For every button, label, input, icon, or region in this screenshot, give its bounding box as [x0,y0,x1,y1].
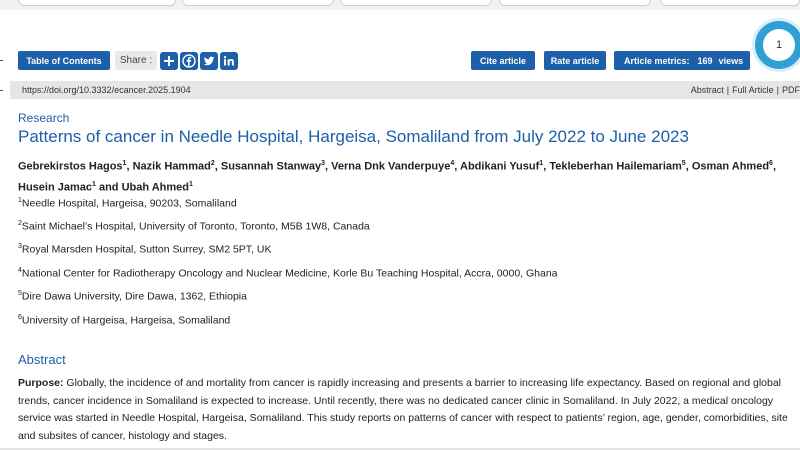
notification-count: 1 [763,29,795,61]
full-article-link[interactable]: Full Article [732,85,774,95]
affiliation-number: 1 [18,197,22,204]
share-facebook-button[interactable] [180,52,198,70]
top-tab[interactable] [499,0,651,6]
author-list: Gebrekirstos Hagos$^1$, Nazik Hammad$^2$, Susannah Stanway$^3$, Verna Dnk Vanderpuye$^4$, Abdikani Yusuf$^1$, Tekleberhan Hailemariam$^5$, Osman Ahmed$^6$, Husein Jamac$^1$ and Ubah Ahmed$^1$ [18,160,777,194]
top-tab[interactable] [182,0,334,6]
article-metrics-button[interactable] [614,51,750,70]
author-affiliation-ref: 5 [681,160,686,167]
share-label: Share : [115,51,157,70]
metrics-count: 169 [697,55,713,66]
author-name[interactable]: Husein Jamac [18,181,92,194]
author-name[interactable]: Nazik Hammad [132,160,211,173]
metrics-unit: views [718,55,744,66]
metrics-label: Article metrics: [624,55,690,66]
top-tab[interactable] [18,0,176,6]
author-name[interactable]: Susannah Stanway [220,160,322,173]
table-of-contents-button[interactable]: Table of Contents [18,51,110,70]
page-edge-marker [0,60,3,61]
author-name[interactable]: Abdikani Yusuf [460,160,540,173]
affiliation-number: 6 [18,314,22,321]
abstract-link[interactable]: Abstract [690,85,724,95]
abstract-paragraph [18,375,796,445]
doi-link[interactable]: https://doi.org/10.3332/ecancer.2025.1904 [22,85,191,95]
linkedin-icon [222,54,236,68]
top-tab[interactable] [660,0,800,6]
author-name[interactable]: Verna Dnk Vanderpuye [331,160,451,173]
separator: | [726,85,730,95]
top-tab[interactable] [340,0,492,6]
abstract-purpose-label: Purpose: [18,377,64,389]
share-twitter-button[interactable] [200,52,218,70]
affiliation-item [18,243,271,256]
author-name[interactable]: Tekleberhan Hailemariam [549,160,682,173]
notification-bubble[interactable] [755,21,800,69]
affiliation-item [18,267,558,280]
author-affiliation-ref: 2 [210,160,215,167]
twitter-icon [202,54,216,68]
doi-bar [10,81,800,99]
article-format-links [691,81,800,99]
affiliation-item [18,197,237,210]
plus-icon [162,54,176,68]
affiliation-item [18,290,247,303]
affiliation-text: National Center for Radiotherapy Oncology and Nuclear Medicine, Korle Bu Teaching Hospital, Accra, 0000, Ghana [21,267,558,280]
author-affiliation-ref: 1 [122,160,127,167]
author-affiliation-ref: 1 [189,180,193,188]
affiliation-text: Needle Hospital, Hargeisa, 90203, Somaliland [21,197,237,210]
affiliation-number: 2 [18,220,22,227]
affiliation-number: 5 [18,290,22,297]
facebook-icon [182,54,196,68]
affiliation-text: Royal Marsden Hospital, Sutton Surrey, SM2 5PT, UK [21,243,272,256]
separator: | [776,85,779,95]
author-name[interactable]: Ubah Ahmed [121,181,190,194]
cite-article-button[interactable]: Cite article [471,51,535,70]
top-tab-strip [0,0,800,10]
affiliation-item [18,220,370,233]
article-title: Patterns of cancer in Needle Hospital, Hargeisa, Somaliland from July 2022 to June 2023 [18,127,689,146]
author-name[interactable]: Gebrekirstos Hagos [18,160,123,173]
affiliation-text: University of Hargeisa, Hargeisa, Somaliland [21,314,231,327]
affiliation-text: Dire Dawa University, Dire Dawa, 1362, Ethiopia [21,290,247,303]
share-plus-button[interactable] [160,52,178,70]
article-category: Research [18,111,70,125]
author-affiliation-ref: 4 [450,160,455,167]
affiliation-number: 4 [18,267,22,274]
abstract-heading: Abstract [18,352,66,367]
author-affiliation-ref: 6 [769,160,773,167]
author-affiliation-ref: 3 [321,160,326,167]
author-name[interactable]: Osman Ahmed [691,160,770,173]
authors-and: and [98,181,119,194]
author-affiliation-ref: 1 [539,160,544,167]
affiliation-text: Saint Michael’s Hospital, University of Toronto, Toronto, M5B 1W8, Canada [21,220,370,233]
author-affiliation-ref: 1 [91,180,96,188]
abstract-text: Globally, the incidence of and mortality from cancer is rapidly increasing and presents a barrier to increasing life expectancy. Based on regional and global trends, cancer incidence in Somaliland is expected to increase. Until recently, there was no dedicated cancer clinic in Somaliland. In July 2022, a medical oncology service was started in Needle Hospital, Hargeisa, Somaliland. This study reports on patterns of cancer with respect to patients’ region, age, gender, comorbidities, site and subsites of cancer, histology and stages. [18,377,788,442]
share-linkedin-button[interactable] [220,52,238,70]
pdf-link[interactable]: PDF [782,85,800,95]
rate-article-button[interactable]: Rate article [544,51,606,70]
affiliation-item [18,314,230,327]
affiliation-number: 3 [18,243,22,250]
page-edge-marker [0,90,3,91]
